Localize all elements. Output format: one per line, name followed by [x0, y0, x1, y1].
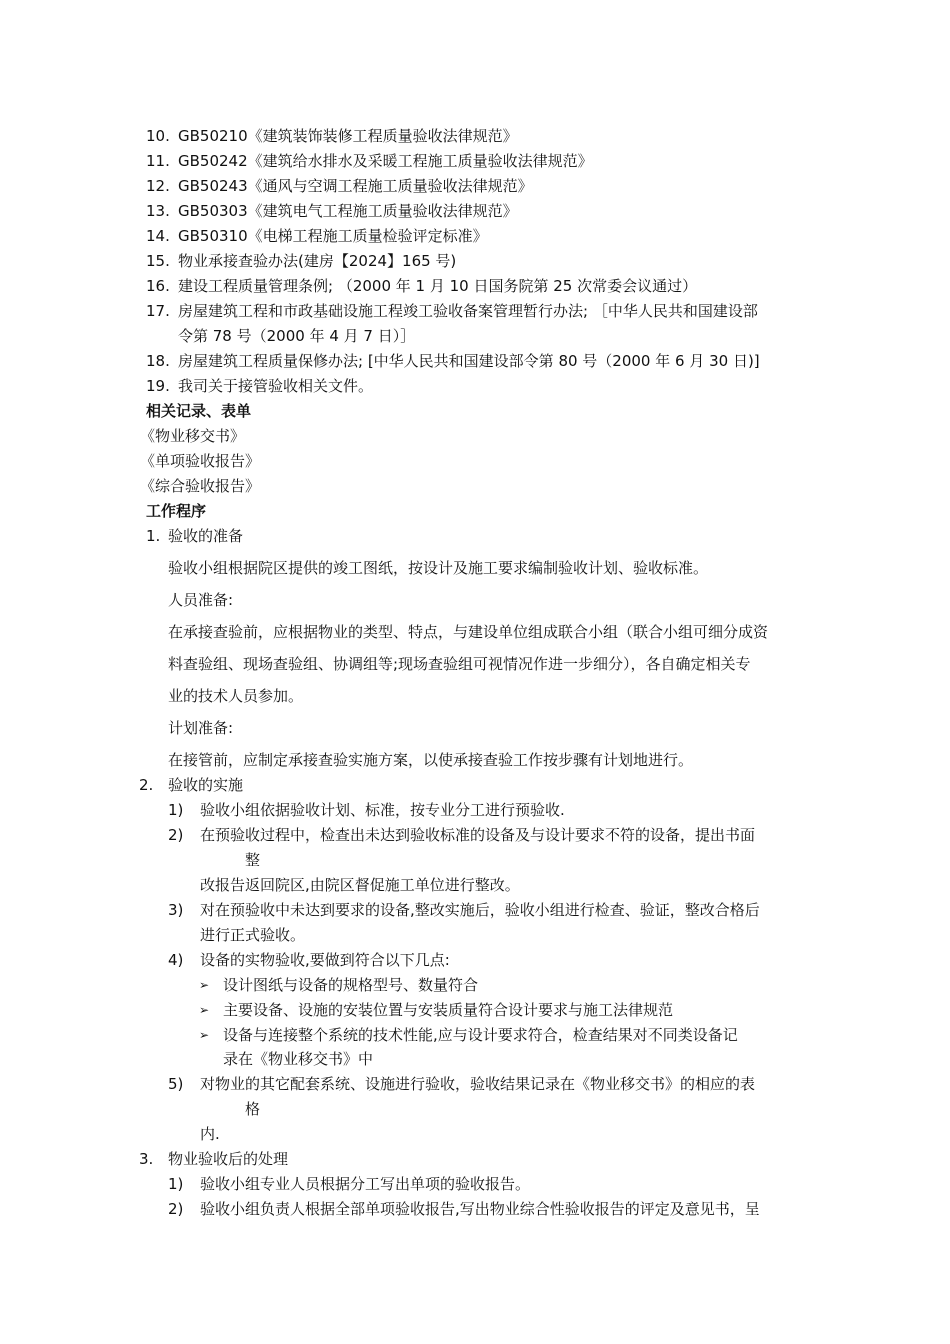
list-item: GB50310《电梯工程施工质量检验评定标准》: [178, 227, 488, 245]
sub-item: 验收小组专业人员根据分工写出单项的验收报告。: [200, 1175, 531, 1193]
sub-item-wrap: 整: [245, 851, 261, 869]
paragraph: 验收小组根据院区提供的竣工图纸，按设计及施工要求编制验收计划、验收标准。: [168, 559, 709, 577]
bullet-arrow-icon: ➢: [199, 1028, 210, 1042]
records-heading: 相关记录、表单: [146, 402, 252, 420]
list-item: GB50242《建筑给水排水及采暖工程施工质量验收法律规范》: [178, 152, 593, 170]
record-item: 《综合验收报告》: [140, 477, 261, 495]
step-number: 1.: [146, 527, 161, 545]
list-item: 房屋建筑工程质量保修办法; [中华人民共和国建设部令第 80 号（2000 年 6 月 30 日)]: [178, 352, 760, 370]
label: 计划准备:: [168, 719, 234, 737]
sub-number: 3): [168, 901, 184, 919]
sub-item: 验收小组负责人根据全部单项验收报告,写出物业综合性验收报告的评定及意见书，呈: [200, 1200, 760, 1218]
bullet-item: 设计图纸与设备的规格型号、数量符合: [223, 976, 479, 994]
list-number: 14.: [146, 227, 170, 245]
bullet-item-continuation: 录在《物业移交书》中: [223, 1050, 374, 1068]
list-number: 19.: [146, 377, 170, 395]
bullet-arrow-icon: ➢: [199, 1003, 210, 1017]
sub-item: 对物业的其它配套系统、设施进行验收，验收结果记录在《物业移交书》的相应的表: [200, 1075, 756, 1093]
list-number: 18.: [146, 352, 170, 370]
record-item: 《物业移交书》: [140, 427, 246, 445]
sub-item: 设备的实物验收,要做到符合以下几点:: [200, 951, 450, 969]
sub-item: 对在预验收中未达到要求的设备,整改实施后，验收小组进行检查、验证，整改合格后: [200, 901, 760, 919]
sub-number: 1): [168, 801, 184, 819]
bullet-arrow-icon: ➢: [199, 978, 210, 992]
procedure-heading: 工作程序: [146, 502, 207, 520]
list-item: GB50303《建筑电气工程施工质量验收法律规范》: [178, 202, 518, 220]
paragraph: 在承接查验前，应根据物业的类型、特点，与建设单位组成联合小组（联合小组可细分成资: [168, 623, 769, 641]
list-item: 房屋建筑工程和市政基础设施工程竣工验收备案管理暂行办法; ［中华人民共和国建设部: [178, 302, 758, 320]
list-item: GB50210《建筑装饰装修工程质量验收法律规范》: [178, 127, 518, 145]
sub-number: 2): [168, 826, 184, 844]
sub-item-wrap: 格: [245, 1100, 261, 1118]
list-number: 15.: [146, 252, 170, 270]
sub-number: 5): [168, 1075, 184, 1093]
list-number: 17.: [146, 302, 170, 320]
sub-number: 1): [168, 1175, 184, 1193]
sub-item-continuation: 改报告返回院区,由院区督促施工单位进行整改。: [200, 876, 520, 894]
sub-item-continuation: 进行正式验收。: [200, 926, 306, 944]
step-title: 物业验收后的处理: [168, 1150, 289, 1168]
sub-number: 2): [168, 1200, 184, 1218]
step-title: 验收的准备: [168, 527, 244, 545]
list-number: 10.: [146, 127, 170, 145]
paragraph: 在接管前，应制定承接查验实施方案，以使承接查验工作按步骤有计划地进行。: [168, 751, 694, 769]
list-item: 我司关于接管验收相关文件。: [178, 377, 374, 395]
list-number: 16.: [146, 277, 170, 295]
list-number: 12.: [146, 177, 170, 195]
sub-item: 在预验收过程中，检查出未达到验收标准的设备及与设计要求不符的设备，提出书面: [200, 826, 756, 844]
paragraph: 业的技术人员参加。: [168, 687, 304, 705]
list-number: 11.: [146, 152, 170, 170]
step-number: 3.: [139, 1150, 154, 1168]
step-number: 2.: [139, 776, 154, 794]
step-title: 验收的实施: [168, 776, 244, 794]
list-item: GB50243《通风与空调工程施工质量验收法律规范》: [178, 177, 533, 195]
list-item-continuation: 令第 78 号（2000 年 4 月 7 日）］: [178, 327, 416, 345]
sub-item-continuation: 内.: [200, 1125, 220, 1143]
sub-item: 验收小组依据验收计划、标准，按专业分工进行预验收.: [200, 801, 565, 819]
paragraph: 料查验组、现场查验组、协调组等;现场查验组可视情况作进一步细分），各自确定相关专: [168, 655, 751, 673]
sub-number: 4): [168, 951, 184, 969]
bullet-item: 设备与连接整个系统的技术性能,应与设计要求符合，检查结果对不同类设备记: [223, 1026, 738, 1044]
list-item: 建设工程质量管理条例; （2000 年 1 月 10 日国务院第 25 次常委会议通过）: [178, 277, 698, 295]
list-number: 13.: [146, 202, 170, 220]
record-item: 《单项验收报告》: [140, 452, 261, 470]
bullet-item: 主要设备、设施的安装位置与安装质量符合设计要求与施工法律规范: [223, 1001, 674, 1019]
list-item: 物业承接查验办法(建房【2024】165 号): [178, 252, 457, 270]
label: 人员准备:: [168, 591, 234, 609]
